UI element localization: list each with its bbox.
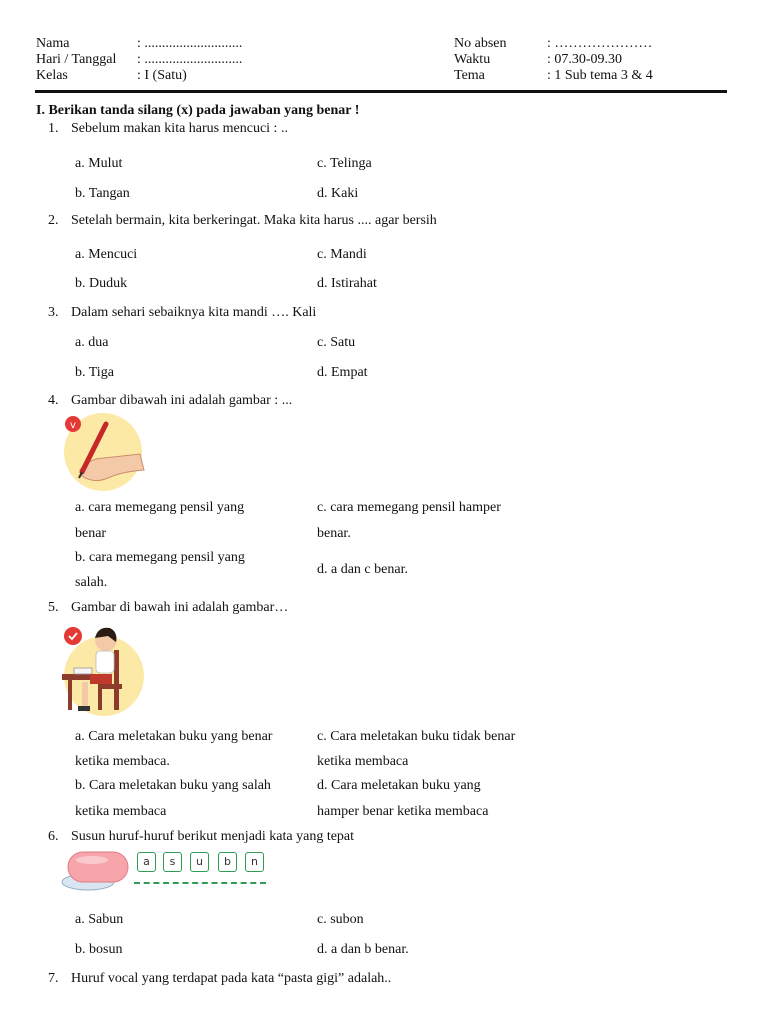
child-shorts	[90, 674, 112, 684]
date-label: Hari / Tanggal	[36, 52, 117, 67]
option-b-cont: salah.	[75, 575, 108, 590]
date-value: : ............................	[137, 52, 243, 67]
letter-box: a	[137, 852, 156, 872]
option-b[interactable]: b. Duduk	[75, 276, 128, 291]
option-a[interactable]: a. Cara meletakan buku yang benar	[75, 729, 273, 744]
option-a[interactable]: a. Sabun	[75, 912, 124, 927]
option-d[interactable]: d. a dan b benar.	[317, 942, 409, 957]
question-number: 3.	[48, 305, 59, 320]
question-text: Gambar dibawah ini adalah gambar : ...	[71, 393, 293, 408]
question-number: 5.	[48, 600, 59, 615]
option-b-cont: ketika membaca	[75, 804, 167, 819]
option-b[interactable]: b. Tiga	[75, 365, 114, 380]
option-d[interactable]: d. Kaki	[317, 186, 359, 201]
section-title: I. Berikan tanda silang (x) pada jawaban yang benar !	[36, 103, 360, 118]
option-a[interactable]: a. dua	[75, 335, 109, 350]
option-d[interactable]: d. Istirahat	[317, 276, 377, 291]
option-a-cont: ketika membaca.	[75, 754, 170, 769]
option-c[interactable]: c. Mandi	[317, 247, 367, 262]
name-label: Nama	[36, 36, 70, 51]
chair-back	[114, 650, 119, 710]
option-a-cont: benar	[75, 526, 107, 541]
option-c[interactable]: c. Telinga	[317, 156, 372, 171]
class-value: : I (Satu)	[137, 68, 187, 83]
option-d[interactable]: d. Cara meletakan buku yang	[317, 778, 481, 793]
option-c-cont: ketika membaca	[317, 754, 409, 769]
child-shirt	[96, 651, 114, 673]
theme-label: Tema	[454, 68, 485, 83]
letter-box: s	[163, 852, 182, 872]
time-value: : 07.30-09.30	[547, 52, 623, 67]
child-leg	[82, 682, 88, 708]
question-text: Dalam sehari sebaiknya kita mandi …. Kali	[71, 305, 317, 320]
option-a[interactable]: a. Mencuci	[75, 247, 138, 262]
check-icon: v	[70, 420, 76, 431]
theme-value: : 1 Sub tema 3 & 4	[547, 68, 653, 83]
question-number: 7.	[48, 971, 59, 986]
pencil-hand-illustration	[60, 410, 146, 492]
desk-leg	[68, 680, 72, 710]
child-shoe	[78, 706, 90, 711]
option-d[interactable]: d. a dan c benar.	[317, 562, 408, 577]
name-value: : ............................	[137, 36, 243, 51]
option-c[interactable]: c. subon	[317, 912, 364, 927]
option-b[interactable]: b. Tangan	[75, 186, 130, 201]
time-label: Waktu	[454, 52, 491, 67]
question-number: 2.	[48, 213, 59, 228]
question-text: Setelah bermain, kita berkeringat. Maka kita harus .... agar bersih	[71, 213, 437, 228]
absen-label: No absen	[454, 36, 507, 51]
chair-seat	[102, 684, 122, 689]
question-text: Huruf vocal yang terdapat pada kata “pasta gigi” adalah..	[71, 971, 392, 986]
option-a[interactable]: a. Mulut	[75, 156, 123, 171]
question-text: Sebelum makan kita harus mencuci : ..	[71, 121, 288, 136]
option-c[interactable]: c. cara memegang pensil hamper	[317, 500, 501, 515]
badge-circle	[64, 627, 82, 645]
option-c-cont: benar.	[317, 526, 351, 541]
book-shape	[74, 668, 92, 674]
question-number: 1.	[48, 121, 59, 136]
answer-dashed-line	[134, 882, 266, 884]
soap-shine	[76, 856, 108, 864]
option-d[interactable]: d. Empat	[317, 365, 368, 380]
option-b[interactable]: b. bosun	[75, 942, 123, 957]
option-b[interactable]: b. cara memegang pensil yang	[75, 550, 245, 565]
option-d-cont: hamper benar ketika membaca	[317, 804, 489, 819]
soap-illustration	[58, 846, 132, 894]
question-number: 4.	[48, 393, 59, 408]
letter-box: n	[245, 852, 264, 872]
question-text: Gambar di bawah ini adalah gambar…	[71, 600, 289, 615]
class-label: Kelas	[36, 68, 68, 83]
option-a[interactable]: a. cara memegang pensil yang	[75, 500, 245, 515]
absen-value: : …………………	[547, 36, 653, 51]
letter-box: u	[190, 852, 209, 872]
reading-child-illustration	[58, 618, 146, 718]
option-c[interactable]: c. Satu	[317, 335, 356, 350]
desk-leg	[98, 680, 102, 710]
header-divider	[35, 90, 727, 93]
option-c[interactable]: c. Cara meletakan buku tidak benar	[317, 729, 516, 744]
letter-box: b	[218, 852, 237, 872]
option-b[interactable]: b. Cara meletakan buku yang salah	[75, 778, 271, 793]
question-number: 6.	[48, 829, 59, 844]
question-text: Susun huruf-huruf berikut menjadi kata yang tepat	[71, 829, 355, 844]
